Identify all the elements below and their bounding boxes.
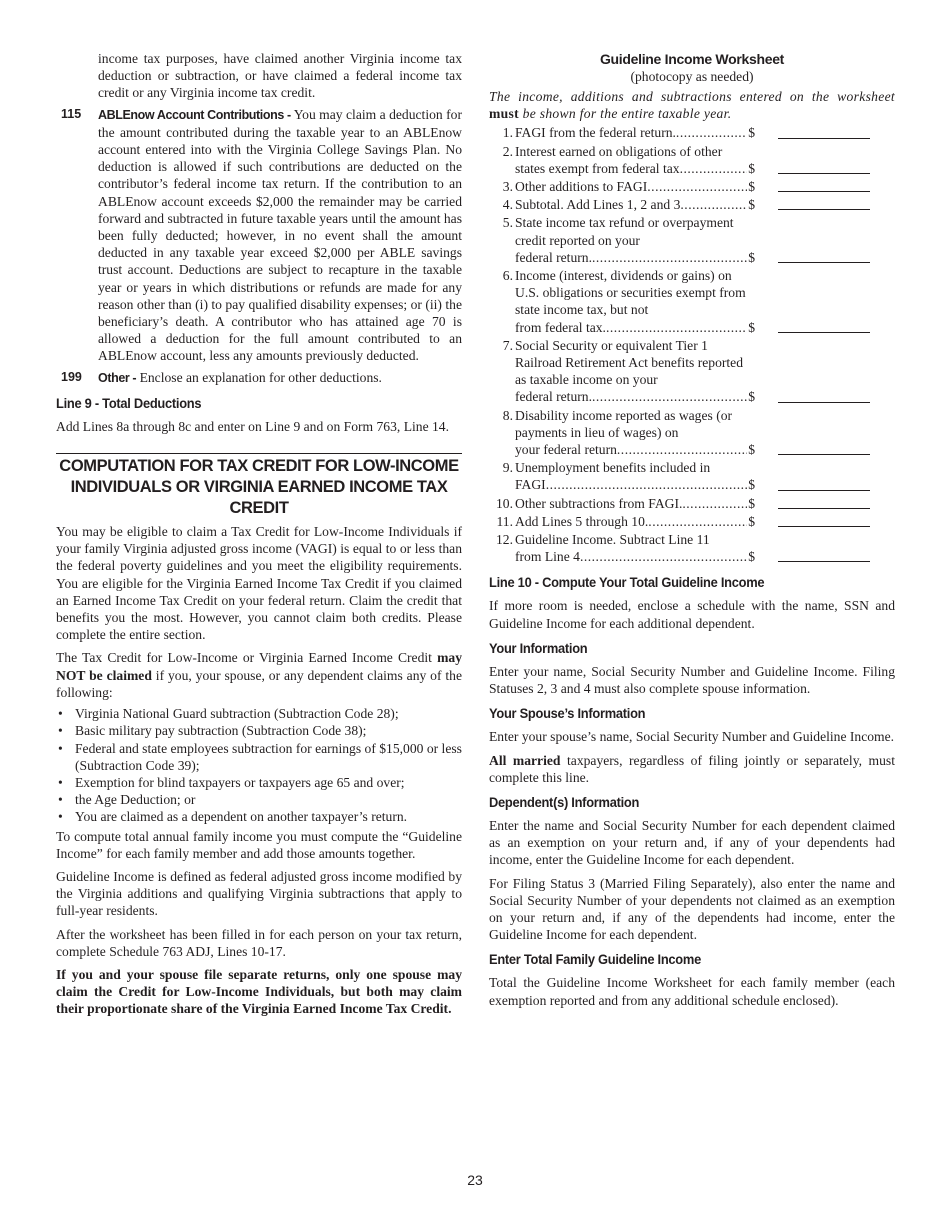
list-item: • Federal and state employees subtraction for earnings of $15,000 or less (Subtraction Code 39);	[56, 740, 462, 774]
line-label-text: from federal tax.	[515, 319, 606, 335]
list-item: • Basic military pay subtraction (Subtraction Code 38);	[56, 722, 462, 739]
amount-blank-field[interactable]	[778, 402, 870, 403]
line-label-text: Guideline Income. Subtract Line 11	[515, 532, 710, 548]
amount-blank-field[interactable]	[778, 561, 870, 562]
line-label-text: FAGI	[515, 477, 546, 493]
dollar-sign: $	[748, 513, 755, 529]
worksheet-line	[489, 267, 895, 336]
your-info-heading: Your Information	[489, 639, 588, 656]
dependent-info-text: Enter the name and Social Security Number for each dependent claimed as an exemption on your return and, if any of your dependents had income, enter the Guideline Income for each dependent.	[489, 817, 895, 868]
code-number: 199	[61, 369, 82, 384]
line9-heading: Line 9 - Total Deductions	[56, 394, 202, 411]
worksheet-line	[489, 124, 895, 141]
spouse-info-text: Enter your spouse’s name, Social Security Number and Guideline Income.	[489, 729, 895, 745]
line-label-text: Interest earned on obligations of other	[515, 143, 723, 159]
line-number: 1.	[502, 125, 513, 141]
line-number: 5.	[502, 215, 513, 231]
page-number: 23	[467, 1172, 483, 1188]
total-income-text: Total the Guideline Income Worksheet for each family member (each exemption reported and from any additional schedule enclosed).	[489, 975, 895, 1008]
line-label	[515, 495, 755, 512]
line-number: 11.	[496, 513, 513, 529]
line-label-final	[515, 388, 755, 405]
line-label-final	[515, 441, 755, 458]
worksheet-line	[489, 513, 895, 530]
line-label-final	[515, 513, 755, 530]
line-label-text: federal return.	[515, 389, 592, 405]
line-label-text: states exempt from federal tax	[515, 160, 680, 176]
amount-blank-field[interactable]	[778, 173, 870, 174]
line10-text: If more room is needed, enclose a schedule with the name, SSN and Guideline Income for each additional dependent.	[489, 598, 895, 631]
worksheet-line	[489, 459, 895, 493]
line-number: 10.	[496, 495, 513, 511]
line-label-text: federal return.	[515, 249, 592, 265]
line-label-final	[515, 160, 755, 177]
code-title: Other -	[98, 370, 137, 385]
line-label-text: from Line 4	[515, 549, 580, 565]
code-number: 115	[61, 106, 82, 121]
worksheet-line	[489, 196, 895, 213]
dollar-sign: $	[748, 197, 755, 213]
line-number: 8.	[502, 407, 513, 423]
line-label-text: Disability income reported as wages (or payments in lieu of wages) on	[515, 407, 733, 440]
deduction-code-199	[56, 369, 462, 387]
line-label	[515, 337, 755, 406]
dot-leader	[680, 196, 747, 213]
dollar-sign: $	[748, 442, 755, 458]
line-label-final	[515, 495, 755, 512]
worksheet-line	[489, 178, 895, 195]
worksheet-line	[489, 531, 895, 565]
dot-leader	[606, 319, 747, 336]
worksheet-line	[489, 214, 895, 266]
list-item: • Exemption for blind taxpayers or taxpayers age 65 and over;	[56, 774, 462, 791]
line-label	[515, 267, 755, 336]
worksheet-line	[489, 337, 895, 406]
amount-blank-field[interactable]	[778, 490, 870, 491]
restriction-list	[56, 705, 462, 825]
section-heading: COMPUTATION FOR TAX CREDIT FOR LOW-INCOME INDIVIDUALS OR VIRGINIA EARNED INCOME TAX CREDIT	[59, 457, 459, 518]
worksheet-subtitle: (photocopy as needed)	[630, 69, 754, 84]
worksheet-line	[489, 407, 895, 459]
code-text: Enclose an explanation for other deductions.	[136, 369, 382, 385]
deduction-code-115	[56, 106, 462, 365]
amount-blank-field[interactable]	[778, 191, 870, 192]
line-label-final	[515, 476, 755, 493]
list-item: • Virginia National Guard subtraction (Subtraction Code 28);	[56, 705, 462, 722]
filing-status-3-text: For Filing Status 3 (Married Filing Separately), also enter the name and Social Security Number of your dependents not claimed as an exemption on your return and, if any of the dependents had income, enter the Guideline Income for each dependent.	[489, 875, 895, 943]
amount-blank-field[interactable]	[778, 508, 870, 509]
dot-leader	[580, 548, 747, 565]
eligibility-paragraph: You may be eligible to claim a Tax Credit for Low-Income Individuals if your family Virginia adjusted gross income (VAGI) is equal to or less than the federal poverty guidelines and you meet the eligibility requirements. You are eligible for the Virginia Earned Income Tax Credit if you claimed an Earned Income Tax Credit on your federal return. Claim the credit that benefits you the most. However, you cannot claim both credits. Please complete the entire section.	[56, 524, 462, 643]
line-label-final	[515, 249, 755, 266]
line-label	[515, 143, 755, 177]
line-label-final	[515, 319, 755, 336]
section-divider	[56, 453, 462, 454]
line-label-text: your federal return	[515, 442, 617, 458]
dot-leader	[592, 388, 747, 405]
continuation-text: income tax purposes, have claimed another Virginia income tax deduction or subtraction, or have claimed a federal income tax credit or any Virginia income tax credit.	[98, 51, 462, 101]
line-label-text: Social Security or equivalent Tier 1 Railroad Retirement Act benefits reported as taxable income on your	[515, 337, 743, 388]
worksheet-line	[489, 143, 895, 177]
line-label-text: Other subtractions from FAGI.	[515, 495, 683, 511]
code-title: ABLEnow Account Contributions -	[98, 107, 291, 122]
worksheet-lines	[489, 124, 895, 565]
total-income-heading: Enter Total Family Guideline Income	[489, 951, 701, 968]
amount-blank-field[interactable]	[778, 262, 870, 263]
dollar-sign: $	[748, 249, 755, 265]
spouse-info-heading: Your Spouse’s Information	[489, 705, 646, 722]
amount-blank-field[interactable]	[778, 454, 870, 455]
line9-text: Add Lines 8a through 8c and enter on Line 9 and on Form 763, Line 14.	[56, 418, 450, 434]
dollar-sign: $	[748, 160, 755, 176]
guideline-definition-paragraph: Guideline Income is defined as federal adjusted gross income modified by the Virginia additions and qualifying Virginia subtractions that apply to full-year residents.	[56, 868, 462, 919]
line-label-text: Subtotal. Add Lines 1, 2 and 3	[515, 197, 681, 213]
line-number: 7.	[502, 337, 513, 353]
line-number: 3.	[502, 179, 513, 195]
line-label-final	[515, 196, 755, 213]
dollar-sign: $	[748, 179, 755, 195]
line-number: 2.	[502, 143, 513, 159]
dollar-sign: $	[748, 549, 755, 565]
dot-leader	[676, 124, 747, 141]
dot-leader	[680, 160, 748, 177]
line-number: 9.	[502, 460, 513, 476]
line-label-text: Other additions to FAGI	[515, 179, 648, 195]
dollar-sign: $	[748, 495, 755, 511]
amount-blank-field[interactable]	[778, 332, 870, 333]
line-label-final	[515, 548, 755, 565]
dependent-info-heading: Dependent(s) Information	[489, 793, 640, 810]
line10-heading: Line 10 - Compute Your Total Guideline Income	[489, 574, 765, 591]
dollar-sign: $	[748, 319, 755, 335]
dot-leader	[647, 178, 747, 195]
schedule-paragraph: After the worksheet has been filled in for each person on your tax return, complete Schedule 763 ADJ, Lines 10-17.	[56, 926, 462, 959]
family-income-paragraph: To compute total annual family income you must compute the “Guideline Income” for each family member and add those amounts together.	[56, 828, 462, 861]
line-label	[515, 214, 755, 266]
code-text: You may claim a deduction for the amount contributed during the taxable year to an ABLEnow account entered into with the Virginia College Savings Plan. No deduction is allowed if such contributions are deducted on the contributor’s federal income tax return. If the contribution to an ABLEnow account exceeds $2,000 the remainder may be carried forward and subtracted in future taxable years until the amount has been fully deducted; however, in no event shall the amount deducted in any taxable year exceed $2,000 per ABLE savings trust account. Deductions are subject to recapture in the taxable year or years in which distributions or refunds are made for any reason other than (i) to pay qualified disability expenses; or (ii) the beneficiary’s death. A contributor who has attained age 70 is allowed a deduction for the full amount contributed to an ABLEnow account, less any amounts previously deducted.	[98, 106, 462, 364]
restriction-paragraph: The Tax Credit for Low-Income or Virginia Earned Income Credit may NOT be claimed if you, your spouse, or any dependent claims any of the following:	[56, 650, 463, 700]
list-item: • You are claimed as a dependent on another taxpayer’s return.	[56, 808, 462, 825]
line-label-text: State income tax refund or overpayment credit reported on your	[515, 215, 734, 248]
line-label-text: Add Lines 5 through 10.	[515, 513, 649, 529]
dollar-sign: $	[748, 389, 755, 405]
dot-leader	[617, 441, 747, 458]
line-label	[515, 178, 755, 195]
dollar-sign: $	[748, 477, 755, 493]
line-label	[515, 124, 755, 141]
line-label	[515, 513, 755, 530]
left-column	[56, 50, 462, 1024]
line-label-text: Unemployment benefits included in	[515, 460, 711, 476]
amount-blank-field[interactable]	[778, 526, 870, 527]
list-item: • the Age Deduction; or	[56, 791, 462, 808]
right-column	[489, 50, 895, 1015]
line-number: 12.	[496, 532, 513, 548]
separate-returns-paragraph: If you and your spouse file separate returns, only one spouse may claim the Credit for Low-Income Individuals, but both may claim their proportionate share of the Virginia Earned Income Tax Credit.	[56, 966, 462, 1017]
amount-blank-field[interactable]	[778, 138, 870, 139]
line-label	[515, 531, 755, 565]
dot-leader	[648, 513, 747, 530]
worksheet-intro: The income, additions and subtractions entered on the worksheet must be shown for the entire taxable year.	[489, 89, 895, 122]
line-label-final	[515, 124, 755, 141]
line-label-text: FAGI from the federal return.	[515, 125, 676, 141]
dot-leader	[682, 495, 747, 512]
line-number: 6.	[502, 268, 513, 284]
dot-leader	[546, 476, 747, 493]
amount-blank-field[interactable]	[778, 209, 870, 210]
line-label	[515, 196, 755, 213]
dot-leader	[592, 249, 747, 266]
worksheet-line	[489, 495, 895, 512]
line-label	[515, 459, 755, 493]
line-label-text: Income (interest, dividends or gains) on U.S. obligations or securities exempt from state income tax, but not	[515, 268, 746, 318]
dollar-sign: $	[748, 125, 755, 141]
married-text: All married taxpayers, regardless of filing jointly or separately, must complete this line.	[489, 752, 895, 785]
worksheet-title: Guideline Income Worksheet	[599, 51, 785, 67]
line-label	[515, 407, 755, 459]
line-label-final	[515, 178, 755, 195]
line-number: 4.	[502, 197, 513, 213]
your-info-text: Enter your name, Social Security Number and Guideline Income. Filing Statuses 2, 3 and 4 must also complete spouse information.	[489, 663, 895, 697]
